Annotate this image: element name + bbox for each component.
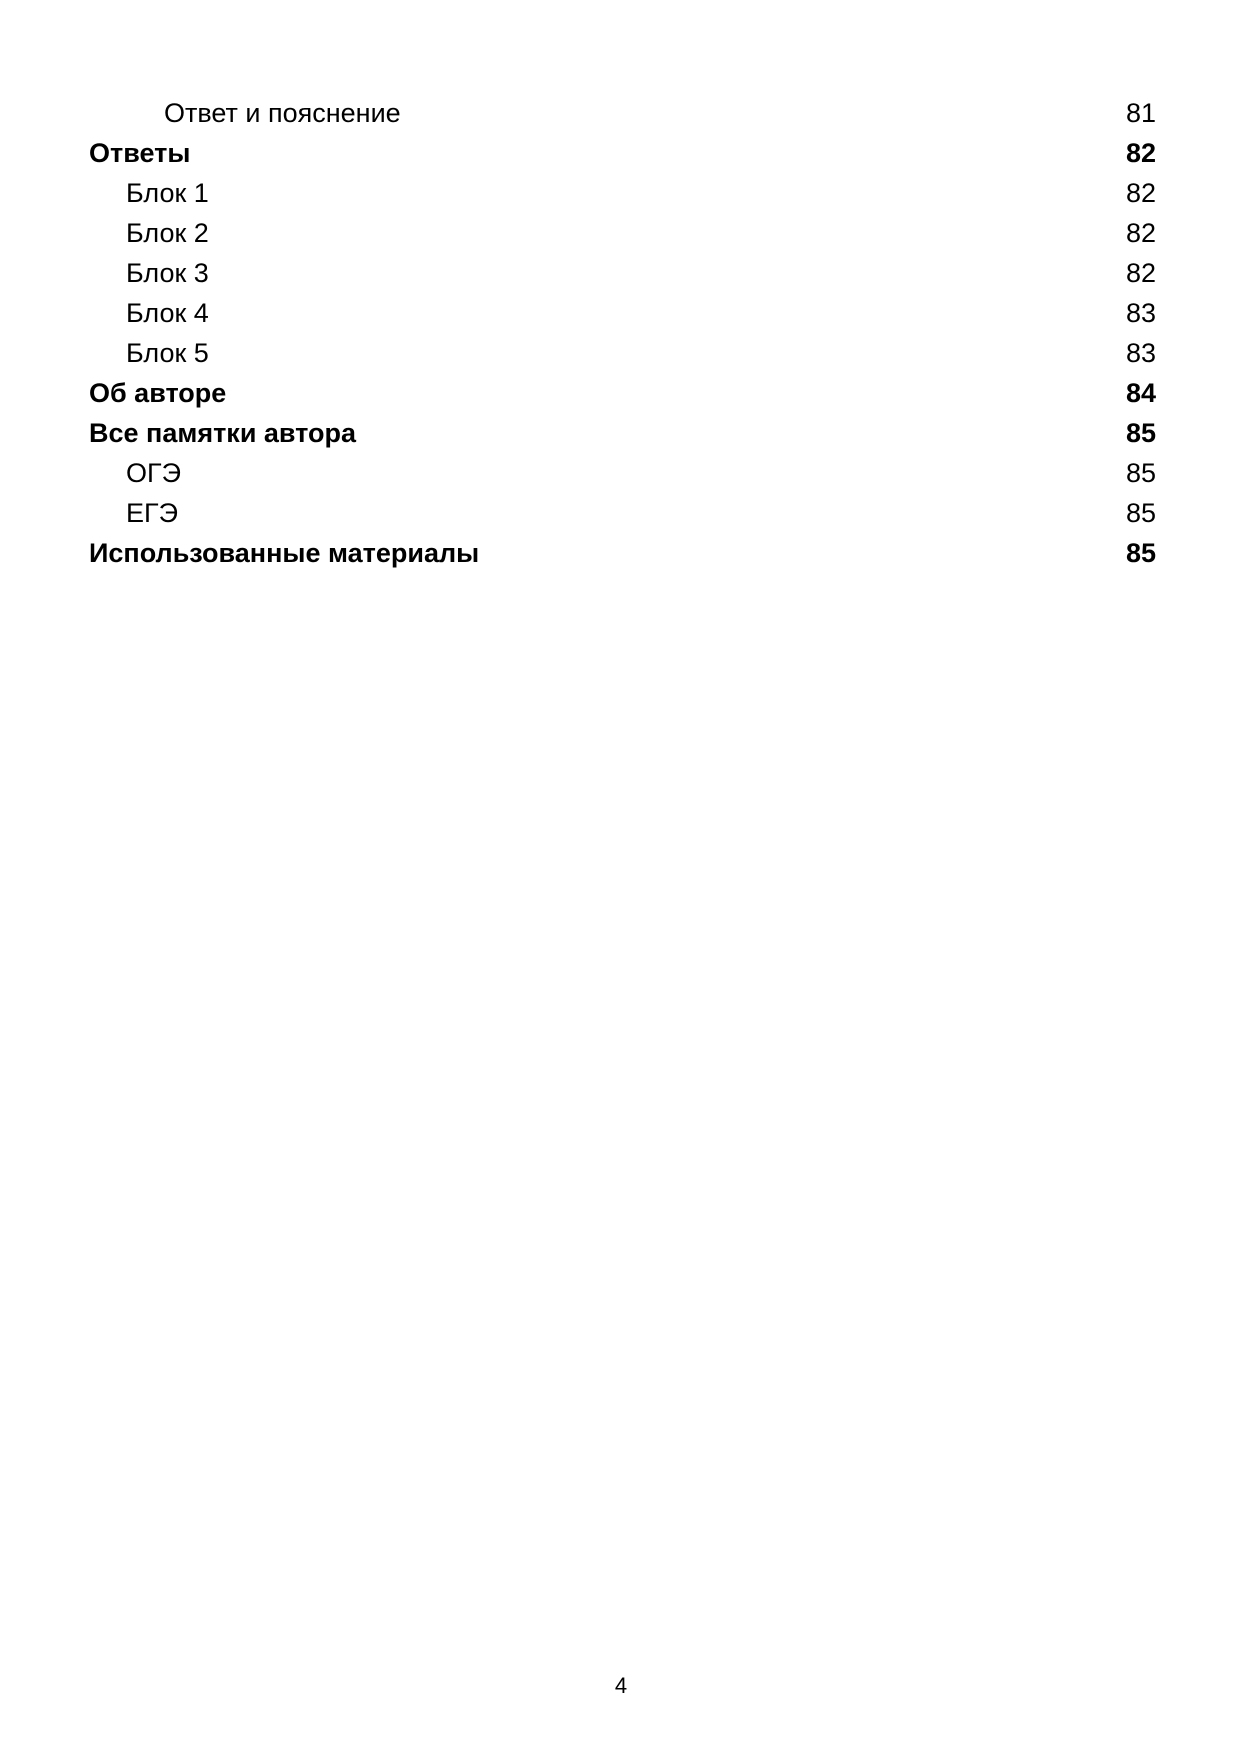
toc-entry[interactable] bbox=[89, 373, 1156, 413]
toc-entry-title: Блок 1 bbox=[126, 178, 209, 208]
toc-entry-title: Блок 2 bbox=[126, 218, 209, 248]
toc-entry-page: 83 bbox=[1125, 298, 1156, 328]
toc-entry-title: ЕГЭ bbox=[126, 498, 179, 528]
toc-entry[interactable] bbox=[89, 493, 1156, 533]
toc-entry[interactable] bbox=[89, 453, 1156, 493]
toc-entry-title: Блок 4 bbox=[126, 298, 209, 328]
toc-entry-title: Использованные материалы bbox=[89, 538, 480, 568]
toc-entry[interactable] bbox=[89, 93, 1156, 133]
toc-entry[interactable] bbox=[89, 533, 1156, 573]
toc-entry-page: 82 bbox=[1125, 178, 1156, 208]
toc-entry[interactable] bbox=[89, 253, 1156, 293]
toc-entry-title: Все памятки автора bbox=[89, 418, 357, 448]
toc-entry-page: 85 bbox=[1125, 498, 1156, 528]
toc-entry-page: 84 bbox=[1125, 378, 1156, 408]
toc-entry-page: 83 bbox=[1125, 338, 1156, 368]
toc-entry-page: 85 bbox=[1125, 418, 1156, 448]
toc-entry-page: 85 bbox=[1125, 538, 1156, 568]
toc-entry-page: 85 bbox=[1125, 458, 1156, 488]
page-number: 4 bbox=[614, 1673, 628, 1698]
toc-entry-title: Ответы bbox=[89, 138, 191, 168]
toc-entry[interactable] bbox=[89, 333, 1156, 373]
toc-entry[interactable] bbox=[89, 133, 1156, 173]
toc-entry[interactable] bbox=[89, 173, 1156, 213]
toc-entry-title: Блок 5 bbox=[126, 338, 209, 368]
toc-entry-title: ОГЭ bbox=[126, 458, 182, 488]
toc-entry[interactable] bbox=[89, 293, 1156, 333]
toc-entry[interactable] bbox=[89, 413, 1156, 453]
toc-entry-page: 82 bbox=[1125, 138, 1156, 168]
toc-entry[interactable] bbox=[89, 213, 1156, 253]
toc-entry-title: Блок 3 bbox=[126, 258, 209, 288]
toc-entry-page: 81 bbox=[1125, 98, 1156, 128]
toc-entry-page: 82 bbox=[1125, 258, 1156, 288]
table-of-contents bbox=[89, 93, 1156, 573]
toc-entry-page: 82 bbox=[1125, 218, 1156, 248]
toc-entry-title: Об авторе bbox=[89, 378, 227, 408]
toc-entry-title: Ответ и пояснение bbox=[164, 98, 401, 128]
